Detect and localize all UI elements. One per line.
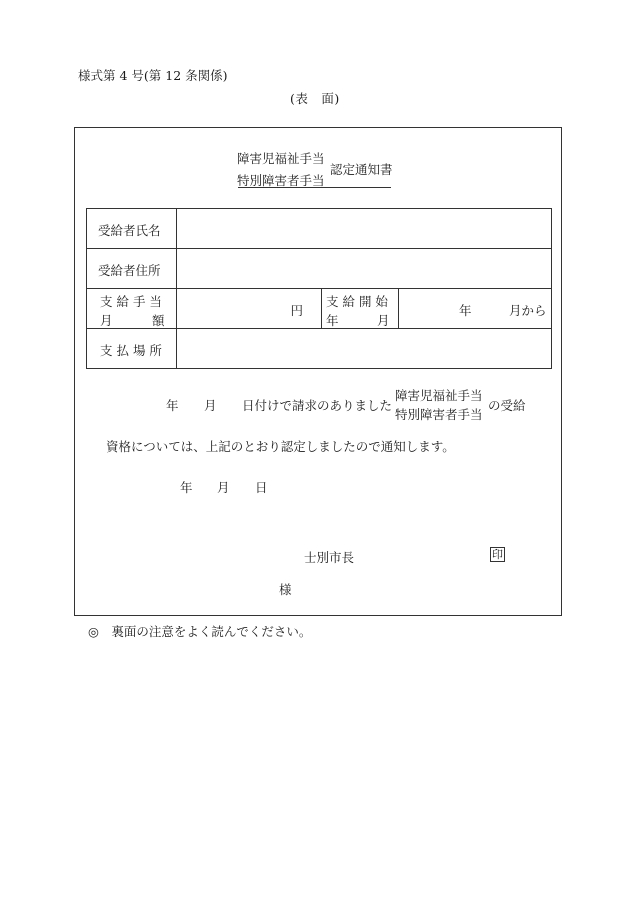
title-underline [238,187,391,188]
amount-label-bottom-left: 月 [100,313,113,328]
table-row [87,209,552,249]
start-label-top: 支 給 開 始 [326,294,388,309]
recipient-info-table [86,208,552,369]
recipient-name-value [177,209,552,249]
start-label-bottom-left: 年 [326,313,339,328]
addressee-honorific: 様 [279,582,292,597]
payment-place-label-cell [87,329,177,369]
back-side-notice: ◎ 裏面の注意をよく読んでください。 [88,624,312,639]
amount-label-bottom-right: 額 [152,313,165,328]
table-row [87,329,552,369]
start-year: 年 [459,303,472,318]
title-suffix: 認定通知書 [330,162,393,177]
recipient-address-label-cell [87,249,177,289]
recipient-address-value [177,249,552,289]
seal-stamp: 印 [492,548,503,561]
title-allowance-1: 障害児福祉手当 [237,151,325,166]
recipient-name-label: 受給者氏名 [98,223,161,238]
amount-unit: 円 [290,303,303,318]
table-row [87,249,552,289]
body-allowance-1: 障害児福祉手当 [395,388,483,403]
title-allowance-2: 特別障害者手当 [237,173,325,188]
start-month: 月から [509,303,547,318]
amount-value-cell [177,289,322,329]
amount-label-cell [87,289,177,329]
payment-place-value [177,329,552,369]
issuer-mayor: 士別市長 [304,550,355,565]
request-text: 日付けで請求のありました [242,398,393,413]
amount-label-top: 支 給 手 当 [100,294,162,309]
start-label-cell [322,289,399,329]
request-month: 月 [204,398,217,413]
table-row [87,289,552,329]
recipient-name-label-cell [87,209,177,249]
date-day: 日 [255,480,268,495]
recipient-address-label: 受給者住所 [98,263,161,278]
start-value-cell [399,289,552,329]
form-number: 様式第 4 号(第 12 条関係) [78,68,228,83]
payment-place-label: 支 払 場 所 [100,343,162,358]
side-label: (表 面) [290,91,340,106]
notification-text: 資格については、上記のとおり認定しましたので通知します。 [106,439,455,454]
body-allowance-2: 特別障害者手当 [395,407,483,422]
request-year: 年 [166,398,179,413]
form-frame [74,127,562,616]
date-month: 月 [217,480,230,495]
date-year: 年 [180,480,193,495]
request-text-end: の受給 [488,398,526,413]
start-label-bottom-right: 月 [377,313,390,328]
